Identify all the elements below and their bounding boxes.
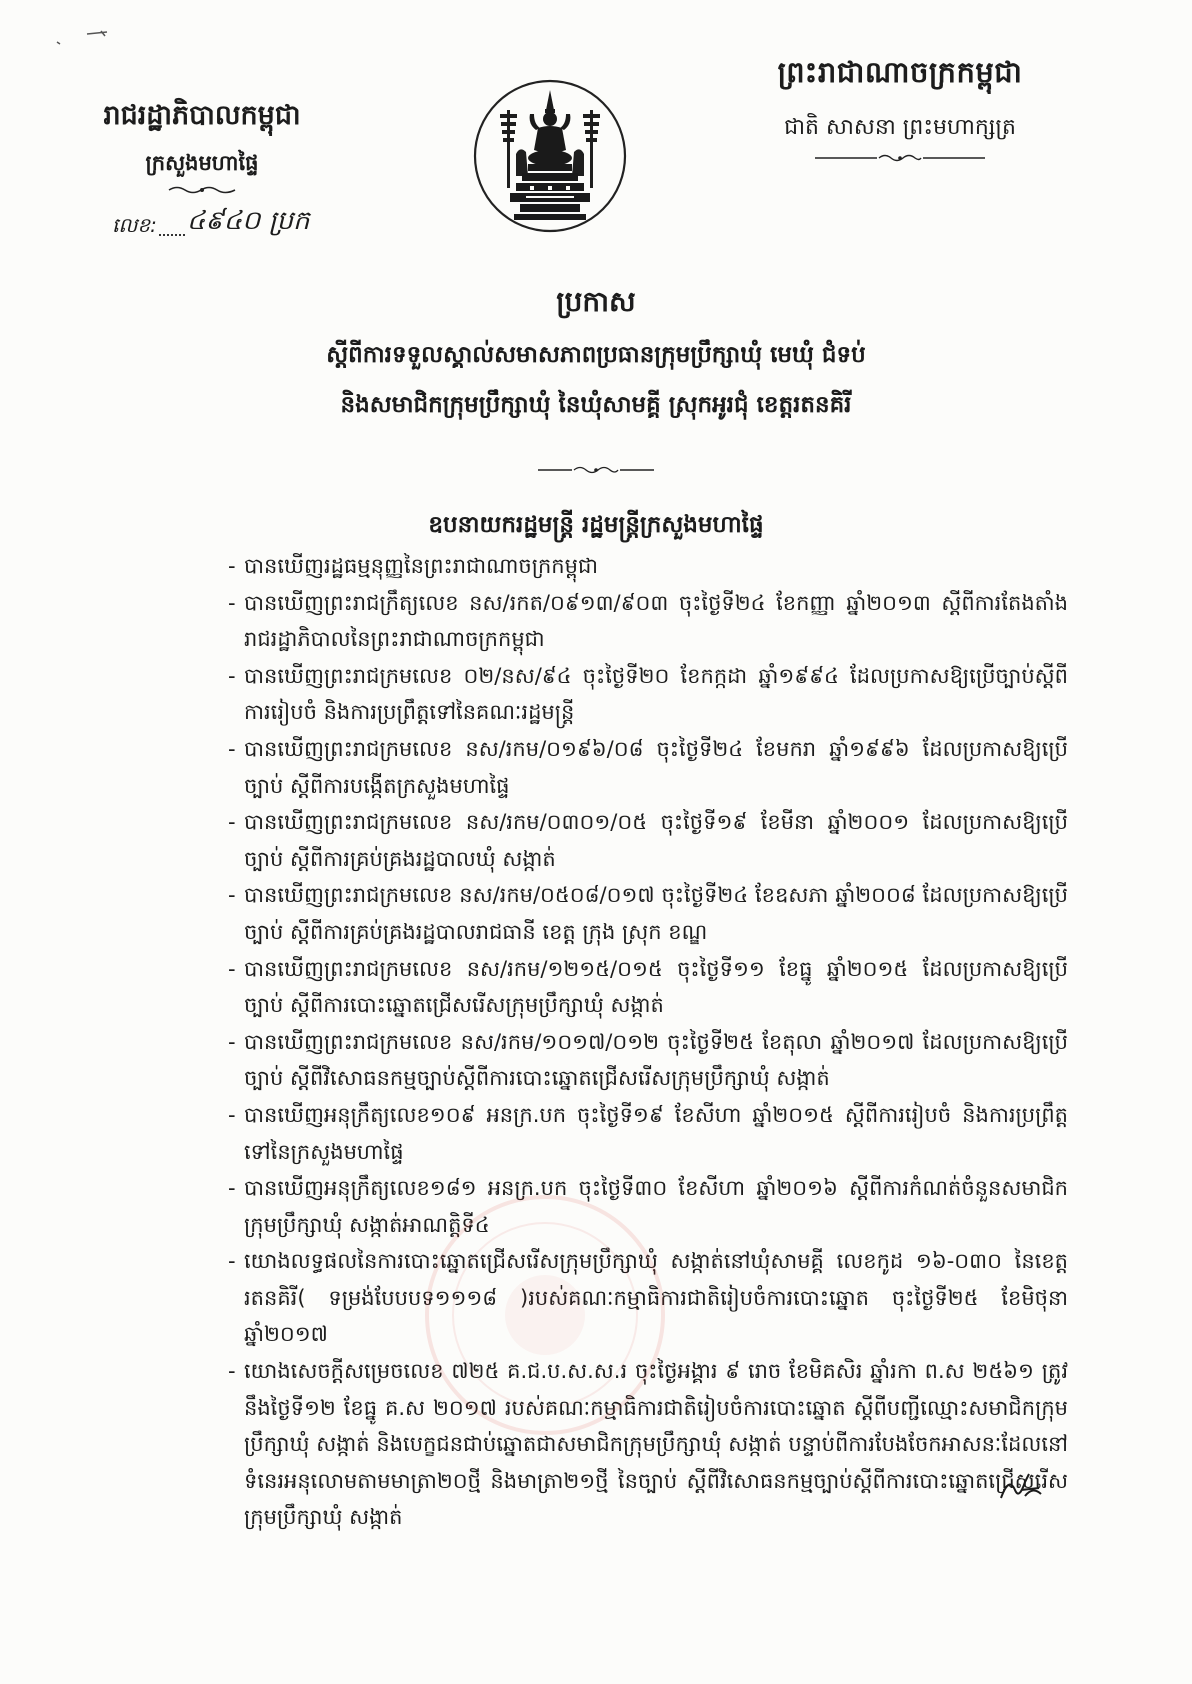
scan-artifact-mark (55, 28, 115, 58)
clause-text: បានឃើញព្រះរាជក្រមលេខ នស/រកម/១២១៥/០១៥ ចុះថ្ងៃទី១១ ខែធ្នូ ឆ្នាំ២០១៥ ដែលប្រកាសឱ្យប្រើច្បាប់ ស្តីពីការបោះឆ្នោតជ្រើសរើសក្រុមប្រឹក្សាឃុំ សង្កាត់ (244, 956, 1068, 1018)
clause-dash: - (228, 1102, 236, 1127)
ministry-name: ក្រសួងមហាផ្ទៃ (145, 151, 259, 175)
document-subject-line-2: និងសមាជិកក្រុមប្រឹក្សាឃុំ នៃឃុំសាមគ្គី ស្រុកអូរជុំ ខេត្តរតនគិរី (340, 392, 852, 418)
royal-emblem-icon (470, 76, 630, 236)
government-name: រាជរដ្ឋាភិបាលកម្ពុជា (103, 100, 301, 131)
clause-text: បានឃើញព្រះរាជក្រមលេខ នស/រកម/១០១៧/០១២ ចុះថ្ងៃទី២៥ ខែតុលា ឆ្នាំ២០១៧ ដែលប្រកាសឱ្យប្រើច្បាប់ ស្តីពីវិសោធនកម្មច្បាប់ស្តីពីការបោះឆ្នោតជ្រើសរើសក្រុមប្រឹក្សាឃុំ សង្កាត់ (244, 1029, 1068, 1091)
number-label: លេខ: (112, 213, 157, 237)
number-value: ៤៩៤០ ប្រក (186, 206, 310, 236)
clause-text: បានឃើញព្រះរាជក្រមលេខ នស/រកម/០១៩៦/០៨ ចុះថ្ងៃទី២៤ ខែមករា ឆ្នាំ១៩៩៦ ដែលប្រកាសឱ្យប្រើច្បាប់ ស្តីពីការបង្កើតក្រសួងមហាផ្ទៃ (244, 736, 1068, 798)
clause-text: យោងសេចក្តីសម្រេចលេខ ៧២៥ គ.ជ.ប.ស.ស.រ ចុះថ្ងៃអង្គារ ៩ រោច ខែមិគសិរ ឆ្នាំរកា ព.ស ២៥៦១ ត្រូវនឹងថ្ងៃទី១២ ខែធ្នូ គ.ស ២០១៧ របស់គណៈកម្មាធិការជាតិរៀបចំការបោះឆ្នោត ស្តីពីបញ្ជីឈ្មោះសមាជិកក្រុមប្រឹក្សាឃុំ សង្កាត់ និងបេក្ខជនជាប់ឆ្នោតជាសមាជិកក្រុមប្រឹក្សាឃុំ សង្កាត់ បន្ទាប់ពីការបែងចែកអាសនៈដែលនៅទំនេរអនុលោមតាមមាត្រា២០ថ្មី និងមាត្រា២១ថ្មី នៃច្បាប់ ស្តីពីវិសោធនកម្មច្បាប់ស្តីពីការបោះឆ្នោតជ្រើសរើសក្រុមប្រឹក្សាឃុំ សង្កាត់ (244, 1359, 1068, 1530)
kingdom-header (735, 50, 1065, 164)
clause-dash: - (228, 736, 236, 761)
motto-ornament-icon (815, 152, 985, 164)
document-subject-line-1: ស្តីពីការទទួលស្គាល់សមាសភាពប្រធានក្រុមប្រឹក្សាឃុំ មេឃុំ ជំទប់ (326, 342, 866, 368)
clause-dash: - (228, 554, 236, 578)
clause-text: បានឃើញអនុក្រឹត្យលេខ១៨១ អនក្រ.បក ចុះថ្ងៃទី៣០ ខែសីហា ឆ្នាំ២០១៦ ស្តីពីការកំណត់ចំនួនសមាជិកក្រុមប្រឹក្សាឃុំ សង្កាត់អាណត្តិទី៤ (244, 1176, 1068, 1237)
list-item (228, 804, 1068, 877)
list-item (228, 548, 1068, 585)
document-type-title: ប្រកាស (556, 285, 636, 318)
document-number (112, 204, 372, 238)
clause-dash: - (228, 1176, 236, 1201)
clause-text: បានឃើញព្រះរាជក្រមលេខ ០២/នស/៩៤ ចុះថ្ងៃទី២០ ខែកក្កដា ឆ្នាំ១៩៩៤ ដែលប្រកាសឱ្យប្រើច្បាប់ស្តីពីការរៀបចំ និងការប្រព្រឹត្តទៅនៃគណៈរដ្ឋមន្ត្រី (244, 663, 1068, 725)
number-dotted-leader (159, 234, 185, 236)
list-item (228, 731, 1068, 804)
clause-text: បានឃើញព្រះរាជក្រឹត្យលេខ នស/រកត/០៩១៣/៩០៣ ចុះថ្ងៃទី២៤ ខែកញ្ញា ឆ្នាំ២០១៣ ស្តីពីការតែងតាំងរាជរដ្ឋាភិបាលនៃព្រះរាជាណាចក្រកម្ពុជា (244, 590, 1068, 652)
official-seal-stamp (420, 1190, 670, 1440)
clause-dash: - (228, 1359, 236, 1384)
list-item (228, 658, 1068, 731)
kingdom-name: ព្រះរាជាណាចក្រកម្ពុជា (777, 55, 1023, 89)
list-item (228, 1097, 1068, 1170)
ministry-header (72, 96, 332, 196)
clause-text: បានឃើញអនុក្រឹត្យលេខ១០៩ អនក្រ.បក ចុះថ្ងៃទី១៩ ខែសីហា ឆ្នាំ២០១៥ ស្តីពីការរៀបចំ និងការប្រព្រឹត្តទៅនៃក្រសួងមហាផ្ទៃ (244, 1102, 1068, 1164)
clause-dash: - (228, 956, 236, 981)
list-item (228, 951, 1068, 1024)
title-ornament-icon (538, 464, 654, 476)
list-item (228, 877, 1068, 950)
clause-dash: - (228, 663, 236, 688)
clause-dash: - (228, 1029, 236, 1054)
issuing-authority: ឧបនាយករដ្ឋមន្ត្រី រដ្ឋមន្ត្រីក្រសួងមហាផ្ទៃ (428, 512, 764, 538)
clause-dash: - (228, 810, 236, 835)
clause-text: បានឃើញព្រះរាជក្រមលេខ នស/រកម/០៥០៨/០១៧ ចុះថ្ងៃទី២៤ ខែឧសភា ឆ្នាំ២០០៨ ដែលប្រកាសឱ្យប្រើច្បាប់ ស្តីពីការគ្រប់គ្រងរដ្ឋបាលរាជធានី ខេត្ត ក្រុង ស្រុក ខណ្ឌ (244, 883, 1068, 944)
clause-text: បានឃើញរដ្ឋធម្មនុញ្ញនៃព្រះរាជាណាចក្រកម្ពុជា (244, 554, 598, 578)
clause-dash: - (228, 590, 236, 615)
clause-dash: - (228, 883, 236, 908)
clause-text: បានឃើញព្រះរាជក្រមលេខ នស/រកម/០៣០១/០៥ ចុះថ្ងៃទី១៩ ខែមីនា ឆ្នាំ២០០១ ដែលប្រកាសឱ្យប្រើច្បាប់ ស្តីពីការគ្រប់គ្រងរដ្ឋបាលឃុំ សង្កាត់ (244, 810, 1068, 871)
list-item (228, 585, 1068, 658)
handwritten-initials (995, 1468, 1045, 1508)
clause-dash: - (228, 1249, 236, 1274)
national-motto: ជាតិ សាសនា ព្រះមហាក្សត្រ (784, 115, 1016, 140)
list-item (228, 1024, 1068, 1097)
clause-text: យោងលទ្ធផលនៃការបោះឆ្នោតជ្រើសរើសក្រុមប្រឹក្សាឃុំ សង្កាត់នៅឃុំសាមគ្គី លេខកូដ ១៦-០៣០ នៃខេត្តរតនគិរី( ទម្រង់បែបបទ១១១៨ )របស់គណៈកម្មាធិការជាតិរៀបចំការបោះឆ្នោត ចុះថ្ងៃទី២៥ ខែមិថុនា ឆ្នាំ២០១៧ (244, 1249, 1068, 1347)
ministry-ornament-icon (167, 184, 237, 196)
